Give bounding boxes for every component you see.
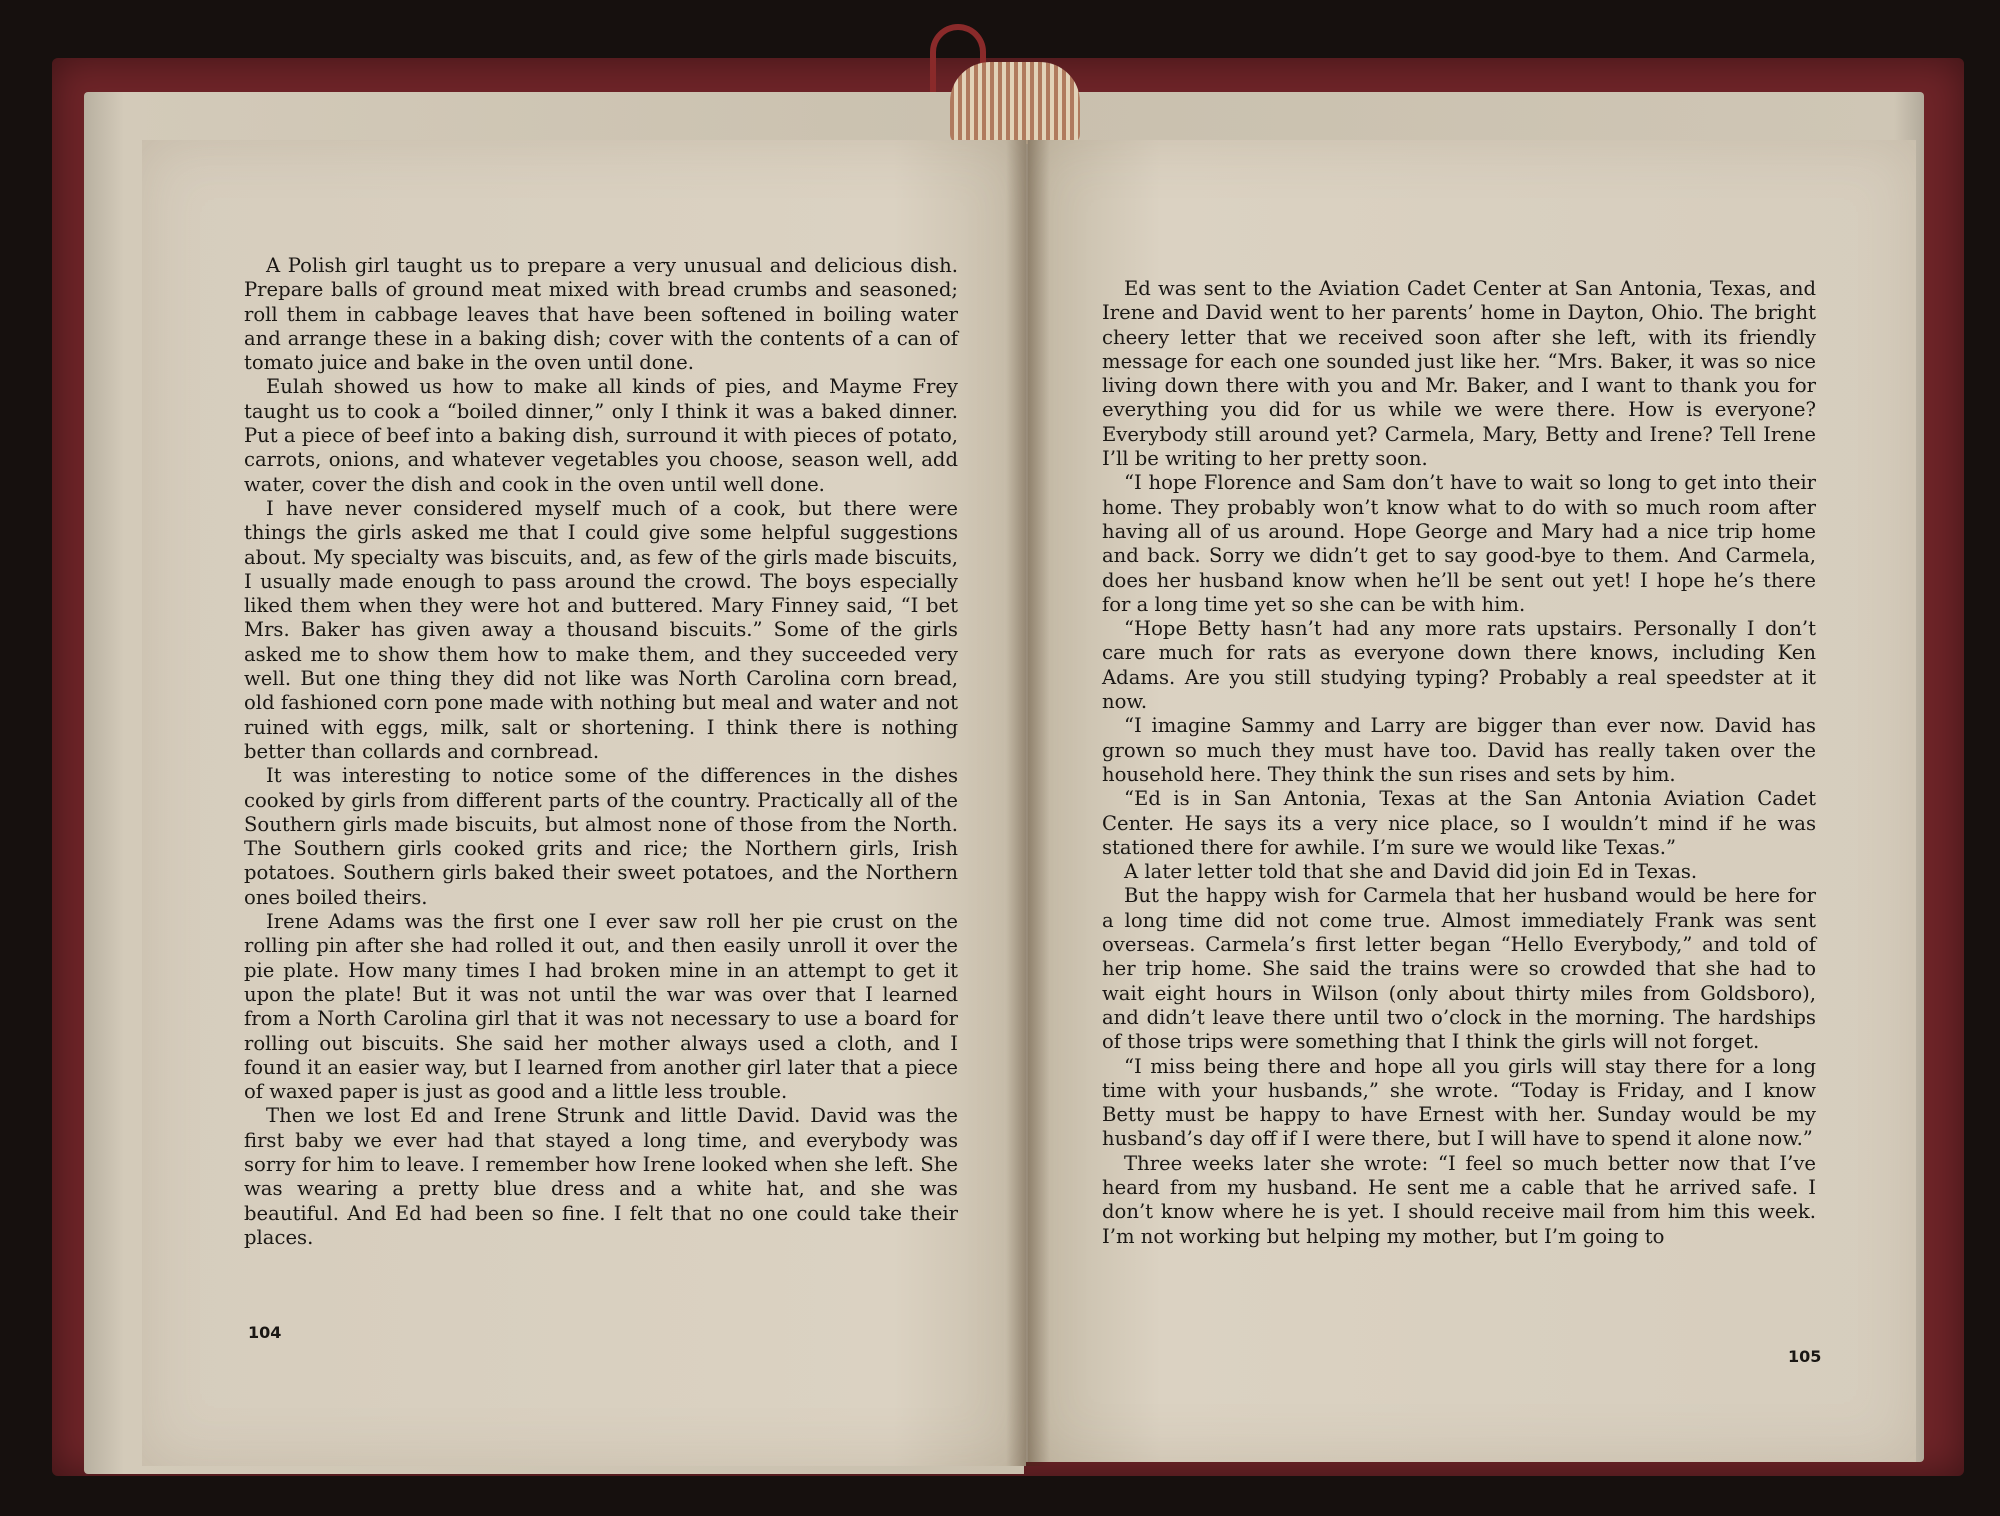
paragraph: Eulah showed us how to make all kinds of pies, and Mayme Frey taught us to cook a “boiled dinner,” only I think it was a baked dinner. Put a piece of beef into a baking dish, surround it with pieces of potato, carrots, onions, and whatever vegetables you choose, season well, add water, cover the dish and cook in the oven until well done. [244, 375, 958, 496]
paragraph: Irene Adams was the first one I ever saw roll her pie crust on the rolling pin after she had rolled it out, and then easily unroll it over the pie plate. How many times I had broken mine in an attempt to get it upon the plate! But it was not until the war was over that I learned from a North Carolina girl that it was not necessary to use a board for rolling out biscuits. She said her mother always used a cloth, and I found it an easier way, but I learned from another girl later that a piece of waxed paper is just as good and a little less trouble. [244, 910, 958, 1104]
paragraph: Three weeks later she wrote: “I feel so much better now that I’ve heard from my husband. He sent me a cable that he arrived safe. I don’t know where he is yet. I should receive mail from him this week. I’m not working but helping my mother, but I’m going to [1102, 1151, 1816, 1248]
right-page-text [1102, 277, 1816, 1249]
paragraph: “Ed is in San Antonia, Texas at the San Antonia Aviation Cadet Center. He says its a very nice place, so I wouldn’t mind if he was stationed there for awhile. I’m sure we would like Texas.” [1102, 787, 1816, 859]
book-gutter [1006, 140, 1050, 1466]
page-number-right: 105 [1788, 1347, 1822, 1366]
paragraph: “I miss being there and hope all you girls will stay there for a long time with your husbands,” she wrote. “Today is Friday, and I know Betty must be happy to have Ernest with her. Sunday would be my husband’s day off if I were there, but I will have to spend it alone now.” [1102, 1054, 1816, 1151]
paragraph: Ed was sent to the Aviation Cadet Center at San Antonia, Texas, and Irene and David went to her parents’ home in Dayton, Ohio. The bright cheery letter that we received soon after she left, with its friendly message for each one sounded just like her. “Mrs. Baker, it was so nice living down there with you and Mr. Baker, and I want to thank you for everything you did for us while we were there. How is everyone? Everybody still around yet? Carmela, Mary, Betty and Irene? Tell Irene I’ll be writing to her pretty soon. [1102, 277, 1816, 471]
page-number-left: 104 [248, 1323, 282, 1342]
paragraph: A later letter told that she and David did join Ed in Texas. [1124, 860, 1698, 884]
paragraph: Then we lost Ed and Irene Strunk and little David. David was the first baby we ever had that stayed a long time, and everybody was sorry for him to leave. I remember how Irene looked when she left. She was wearing a pretty blue dress and a white hat, and she was beautiful. And Ed had been so fine. I felt that no one could take their places. [244, 1104, 958, 1249]
paragraph: I have never considered myself much of a cook, but there were things the girls asked me that I could give some helpful suggestions about. My specialty was biscuits, and, as few of the girls made biscuits, I usually made enough to pass around the crowd. The boys especially liked them when they were hot and buttered. Mary Finney said, “I bet Mrs. Baker has given away a thousand biscuits.” Some of the girls asked me to show them how to make them, and they succeeded very well. But one thing they did not like was North Carolina corn bread, old fashioned corn pone made with nothing but meal and water and not ruined with eggs, milk, salt or shortening. I think there is nothing better than collards and cornbread. [244, 496, 958, 763]
paragraph: “Hope Betty hasn’t had any more rats upstairs. Personally I don’t care much for rats as everyone down there knows, including Ken Adams. Are you still studying typing? Probably a real speedster at it now. [1102, 617, 1816, 714]
paragraph: It was interesting to notice some of the differences in the dishes cooked by girls from different parts of the country. Practically all of the Southern girls made biscuits, but almost none of those from the North. The Southern girls cooked grits and rice; the Northern girls, Irish potatoes. Southern girls baked their sweet potatoes, and the Northern ones boiled theirs. [244, 764, 958, 909]
left-page-text [244, 254, 958, 1250]
headband [950, 62, 1080, 144]
paragraph: A Polish girl taught us to prepare a very unusual and delicious dish. Prepare balls of ground meat mixed with bread crumbs and seasoned; roll them in cabbage leaves that have been softened in boiling water and arrange these in a baking dish; cover with the contents of a can of tomato juice and bake in the oven until done. [244, 254, 958, 375]
paragraph: “I hope Florence and Sam don’t have to wait so long to get into their home. They probably won’t know what to do with so much room after having all of us around. Hope George and Mary had a nice trip home and back. Sorry we didn’t get to say good-bye to them. And Carmela, does her husband know when he’ll be sent out yet! I hope he’s there for a long time yet so she can be with him. [1102, 471, 1816, 616]
paragraph: But the happy wish for Carmela that her husband would be here for a long time did not come true. Almost immediately Frank was sent overseas. Carmela’s first letter began “Hello Everybody,” and told of her trip home. She said the trains were so crowded that she had to wait eight hours in Wilson (only about thirty miles from Goldsboro), and didn’t leave there until two o’clock in the morning. The hardships of those trips were something that I think the girls will not forget. [1102, 884, 1816, 1054]
paragraph: “I imagine Sammy and Larry are bigger than ever now. David has grown so much they must have too. David has really taken over the household here. They think the sun rises and sets by him. [1102, 714, 1816, 786]
